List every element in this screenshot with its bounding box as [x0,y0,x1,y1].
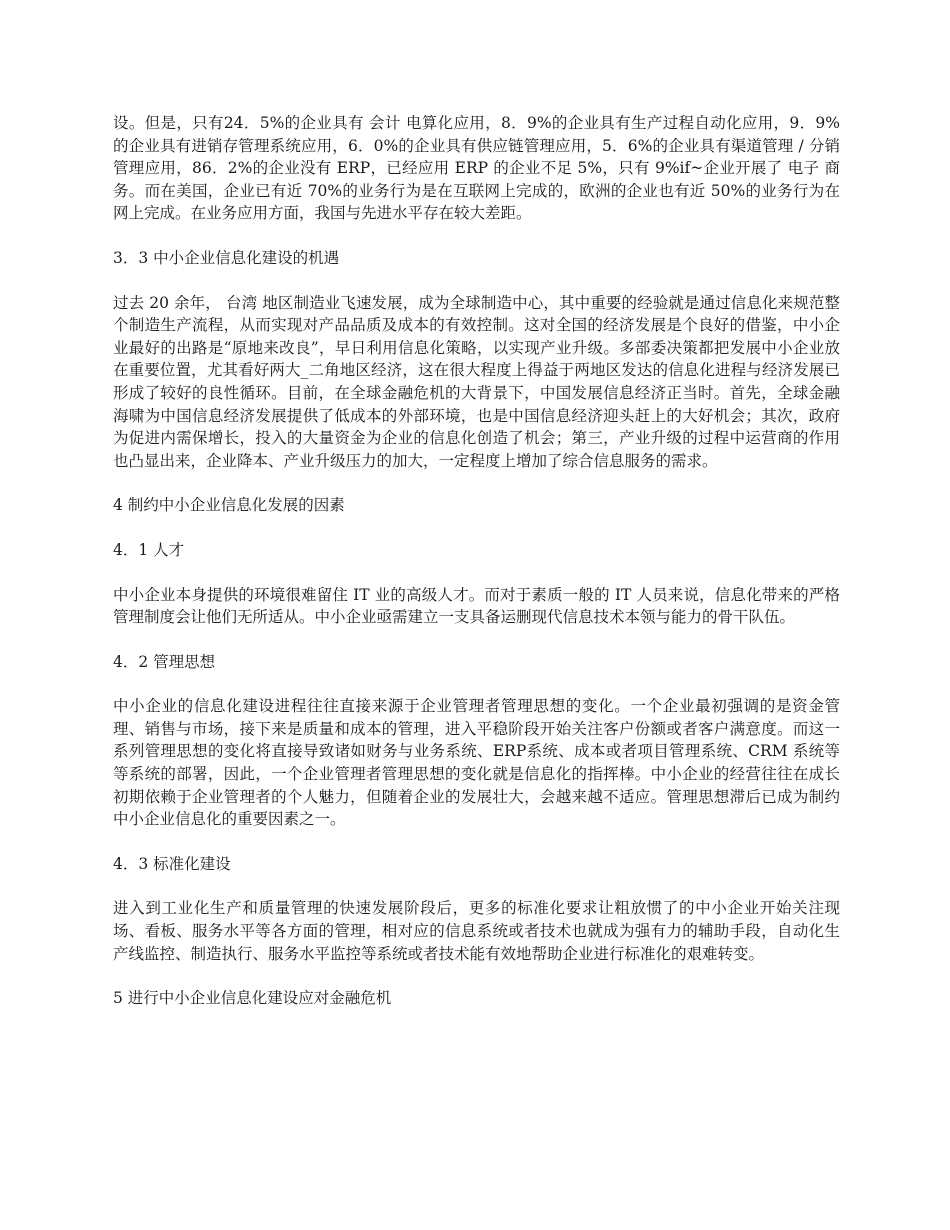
paragraph-ecommerce-comparison: 设。但是，只有24．5%的企业具有 会计 电算化应用，8．9%的企业具有生产过程自动化应用，9．9%的企业具有进销存管理系统应用，6．0%的企业具有供应链管理应用，5．6%的企业具有渠道管理 / 分销管理应用，86．2%的企业没有 ERP，已经应用 ERP 的企业不足 5%，只有 9%if~企业开展了 电子 商务。而在美国，企业已有近 70%的业务行为是在互联网上完成的，欧洲的企业也有近 50%的业务行为在网上完成。在业务应用方面，我国与先进水平存在较大差距。 [113,114,840,223]
heading-5-financial-crisis: 5 进行中小企业信息化建设应对金融危机 [113,989,392,1008]
heading-4-3-standardization: 4．3 标准化建设 [113,854,231,873]
paragraph-management: 中小企业的信息化建设进程往往直接来源于企业管理者管理思想的变化。一个企业最初强调的是资金管理、销售与市场，接下来是质量和成本的管理，进入平稳阶段开始关注客户份额或者客户满意度。而这一系列管理思想的变化将直接导致诸如财务与业务系统、ERP系统、成本或者项目管理系统、CRM 系统等等系统的部署，因此，一个企业管理者管理思想的变化就是信息化的指挥棒。中小企业的经营往往在成长初期依赖于企业管理者的个人魅力，但随着企业的发展壮大，会越来越不适应。管理思想滞后已成为制约中小企业信息化的重要因素之一。 [113,697,840,829]
document-page [113,112,840,1032]
paragraph-opportunity: 过去 20 余年， 台湾 地区制造业飞速发展，成为全球制造中心，其中重要的经验就是通过信息化来规范整个制造生产流程，从而实现对产品品质及成本的有效控制。这对全国的经济发展是个良好的借鉴，中小企业最好的出路是“原地来改良”，早日利用信息化策略，以实现产业升级。多部委决策都把发展中小企业放在重要位置，尤其看好两大_二角地区经济，这在很大程度上得益于两地区发达的信息化进程与经济发展已形成了较好的良性循环。目前，在全球金融危机的大背景下，中国发展信息经济正当时。首先，全球金融海啸为中国信息经济发展提供了低成本的外部环境，也是中国信息经济迎头赶上的大好机会；其次，政府为促进内需保增长，投入的大量资金为企业的信息化创造了机会；第三，产业升级的过程中运营商的作用也凸显出来，企业降本、产业升级压力的加大，一定程度上增加了综合信息服务的需求。 [113,293,840,470]
heading-4-2-management: 4．2 管理思想 [113,652,216,671]
paragraph-talent: 中小企业本身提供的环境很难留住 IT 业的高级人才。而对于素质一般的 IT 人员来说，信息化带来的严格管理制度会让他们无所适从。中小企业亟需建立一支具备运删现代信息技术本领与能力的骨干队伍。 [113,585,840,627]
heading-4-1-talent: 4．1 人才 [113,540,185,559]
paragraph-standardization: 进入到工业化生产和质量管理的快速发展阶段后，更多的标准化要求让粗放惯了的中小企业开始关注现场、看板、服务水平等各方面的管理，相对应的信息系统或者技术也就成为强有力的辅助手段，自动化生产线监控、制造执行、服务水平监控等系统或者技术能有效地帮助企业进行标准化的艰难转变。 [113,899,840,963]
heading-4-constraints: 4 制约中小企业信息化发展的因素 [113,496,345,515]
heading-3-3-opportunity: 3．3 中小企业信息化建设的机遇 [113,248,340,267]
